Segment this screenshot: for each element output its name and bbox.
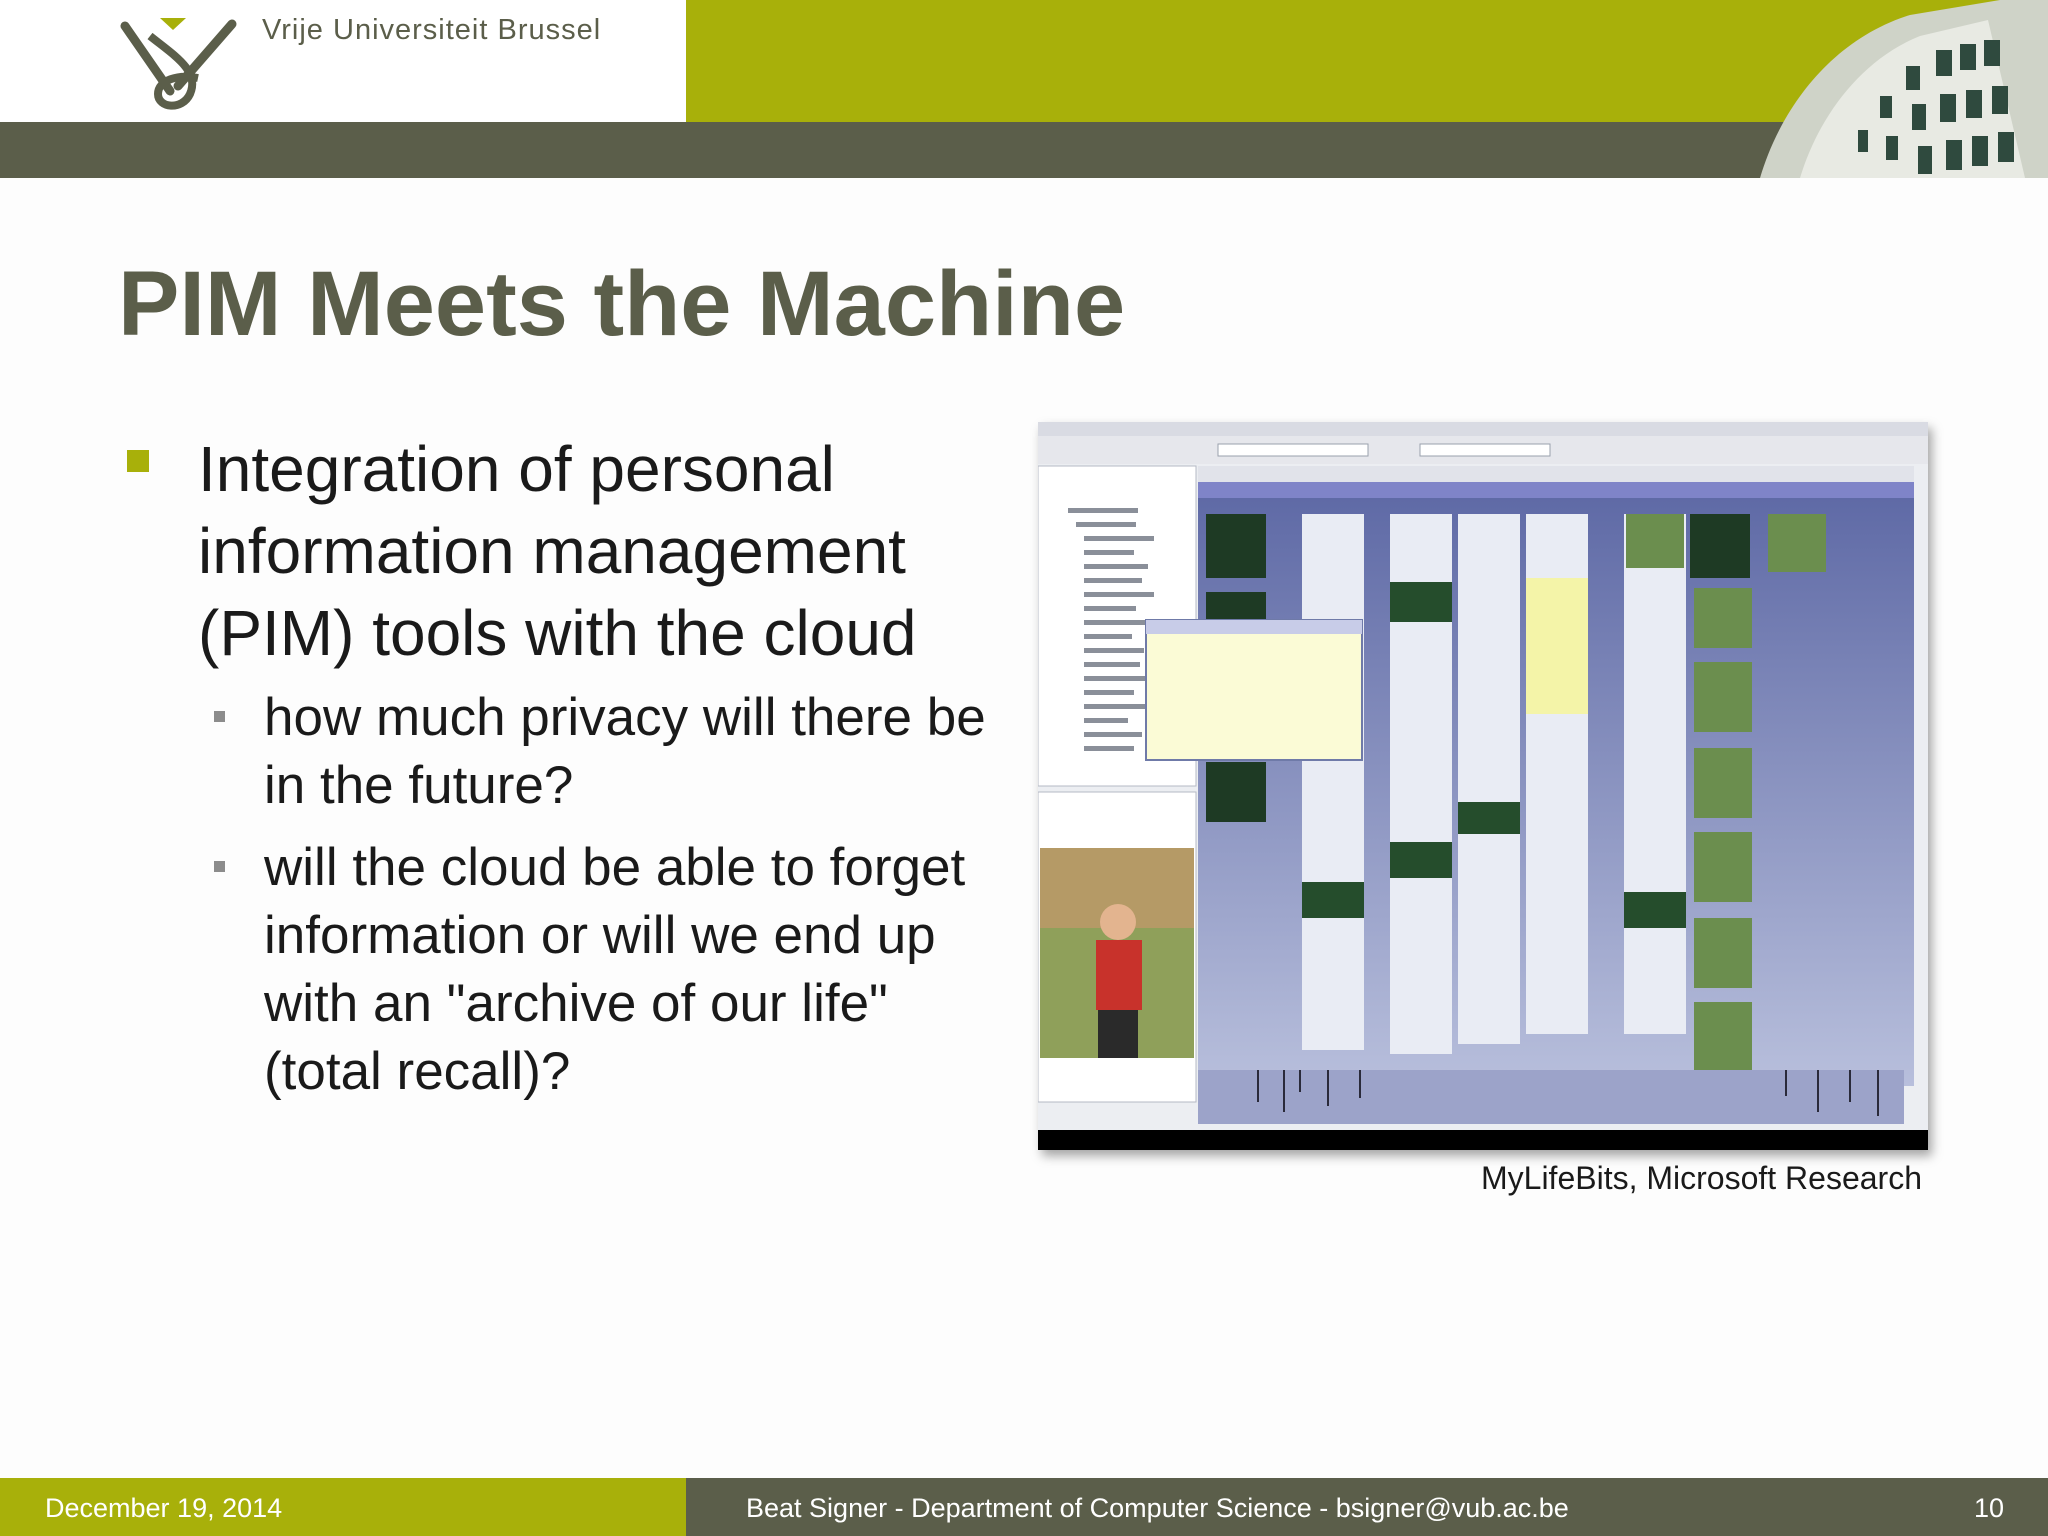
building-image: [1740, 0, 2048, 178]
bullet-item: [118, 428, 998, 674]
mylifebits-screenshot: [1038, 422, 1928, 1150]
slide-title: PIM Meets the Machine: [118, 253, 1126, 355]
vub-logo-icon: [120, 16, 240, 114]
bullet-text: Integration of personal information management (PIM) tools with the cloud: [198, 433, 917, 669]
sub-bullet-square-icon: [214, 861, 225, 872]
image-caption: MyLifeBits, Microsoft Research: [1480, 1160, 1922, 1196]
sub-bullet-item: [118, 834, 998, 1106]
sub-bullet-list: [118, 684, 998, 1106]
sub-bullet-text: how much privacy will there be in the future?: [264, 688, 986, 815]
bullet-list: [118, 428, 998, 1120]
page-number: 10: [1973, 1493, 2004, 1523]
mylifebits-screenshot-image: [1038, 422, 1928, 1150]
sub-bullet-text: will the cloud be able to forget information or will we end up with an "archive of our life" (total recall)?: [264, 838, 966, 1101]
footer-author: Beat Signer - Department of Computer Science - bsigner@vub.ac.be: [746, 1493, 1569, 1523]
sub-bullet-item: [118, 684, 998, 820]
university-name: Vrije Universiteit Brussel: [262, 14, 602, 46]
sub-bullet-square-icon: [214, 711, 225, 722]
footer-date: December 19, 2014: [45, 1493, 283, 1523]
bullet-square-icon: [127, 450, 149, 472]
